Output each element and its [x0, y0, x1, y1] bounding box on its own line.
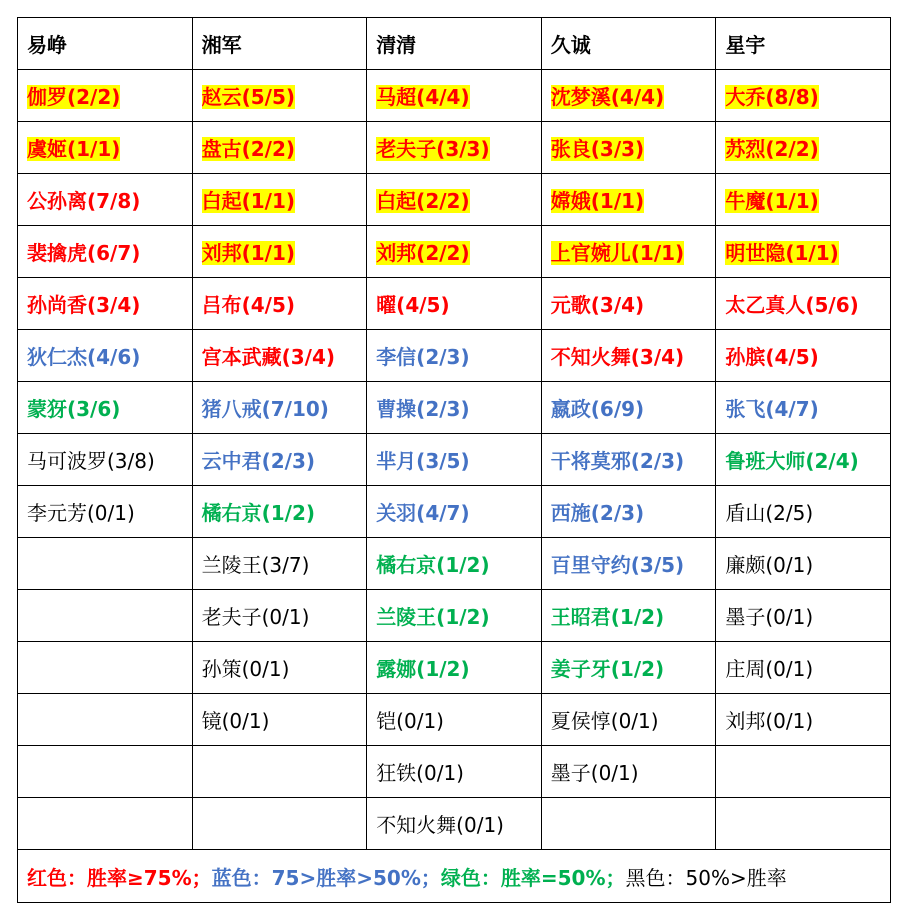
hero-record: 兰陵王(1/2)	[376, 605, 490, 629]
hero-record: 孙膑(4/5)	[725, 345, 819, 369]
hero-cell	[367, 486, 542, 538]
hero-cell	[192, 174, 367, 226]
table-row	[18, 174, 891, 226]
hero-cell	[18, 122, 193, 174]
table-row	[18, 746, 891, 798]
hero-cell	[367, 226, 542, 278]
table-row	[18, 694, 891, 746]
hero-cell	[541, 694, 716, 746]
hero-cell	[367, 538, 542, 590]
hero-record: 百里守约(3/5)	[550, 553, 685, 577]
hero-cell	[716, 330, 891, 382]
hero-cell	[192, 538, 367, 590]
legend-row	[18, 850, 891, 903]
hero-cell	[367, 642, 542, 694]
table-row	[18, 434, 891, 486]
hero-cell	[367, 70, 542, 122]
hero-record: 铠(0/1)	[376, 709, 444, 733]
hero-cell	[367, 798, 542, 850]
hero-record: 露娜(1/2)	[376, 657, 470, 681]
hero-record: 元歌(3/4)	[550, 293, 645, 317]
hero-record: 大乔(8/8)	[725, 85, 819, 109]
hero-cell	[541, 226, 716, 278]
hero-cell	[18, 746, 193, 798]
hero-cell	[192, 330, 367, 382]
hero-record: 李信(2/3)	[376, 345, 470, 369]
hero-cell	[18, 486, 193, 538]
hero-record: 孙策(0/1)	[201, 657, 290, 681]
hero-cell	[367, 434, 542, 486]
hero-record: 狄仁杰(4/6)	[27, 345, 141, 369]
hero-cell	[18, 434, 193, 486]
hero-cell	[716, 278, 891, 330]
hero-cell	[18, 330, 193, 382]
table-body	[18, 18, 891, 850]
table-row	[18, 642, 891, 694]
table-row	[18, 122, 891, 174]
hero-cell	[367, 746, 542, 798]
hero-cell	[367, 694, 542, 746]
header-cell-player-5: 星宇	[716, 18, 891, 70]
hero-cell	[192, 694, 367, 746]
hero-cell	[716, 486, 891, 538]
hero-record: 老夫子(3/3)	[376, 137, 490, 161]
hero-cell	[18, 694, 193, 746]
hero-record: 刘邦(1/1)	[201, 241, 296, 265]
hero-winrate-table	[17, 17, 891, 903]
hero-cell	[541, 382, 716, 434]
hero-record: 曹操(2/3)	[376, 397, 470, 421]
legend-green: 绿色：胜率=50%；	[440, 865, 626, 890]
table-row	[18, 590, 891, 642]
hero-cell	[367, 122, 542, 174]
hero-record: 老夫子(0/1)	[201, 605, 310, 629]
table-row	[18, 330, 891, 382]
hero-record: 不知火舞(0/1)	[376, 813, 504, 837]
table-row	[18, 278, 891, 330]
hero-cell	[192, 434, 367, 486]
hero-record: 关羽(4/7)	[376, 501, 470, 525]
hero-cell	[192, 486, 367, 538]
hero-record: 孙尚香(3/4)	[27, 293, 141, 317]
hero-cell	[192, 746, 367, 798]
hero-record: 苏烈(2/2)	[725, 137, 819, 161]
hero-cell	[541, 590, 716, 642]
hero-record: 兰陵王(3/7)	[201, 553, 310, 577]
hero-record: 嬴政(6/9)	[550, 397, 645, 421]
hero-cell	[367, 278, 542, 330]
hero-record: 墨子(0/1)	[725, 605, 814, 629]
hero-cell	[541, 434, 716, 486]
hero-record: 白起(1/1)	[201, 189, 296, 213]
hero-record: 不知火舞(3/4)	[550, 345, 685, 369]
hero-cell	[716, 122, 891, 174]
hero-cell	[541, 486, 716, 538]
hero-cell	[541, 174, 716, 226]
hero-record: 镜(0/1)	[201, 709, 270, 733]
hero-record: 赵云(5/5)	[201, 85, 296, 109]
header-row	[18, 18, 891, 70]
hero-record: 夏侯惇(0/1)	[550, 709, 659, 733]
hero-record: 芈月(3/5)	[376, 449, 470, 473]
legend-blue: 蓝色：75>胜率>50%；	[211, 865, 441, 890]
hero-record: 鲁班大师(2/4)	[725, 449, 859, 473]
hero-cell	[18, 174, 193, 226]
hero-cell	[192, 798, 367, 850]
hero-cell	[18, 70, 193, 122]
table-row	[18, 382, 891, 434]
hero-cell	[18, 278, 193, 330]
hero-record: 上官婉儿(1/1)	[550, 241, 685, 265]
hero-cell	[192, 226, 367, 278]
hero-cell	[541, 330, 716, 382]
legend-red: 红色：胜率≥75%；	[27, 865, 212, 890]
hero-cell	[716, 538, 891, 590]
hero-cell	[541, 746, 716, 798]
hero-cell	[541, 642, 716, 694]
hero-record: 墨子(0/1)	[550, 761, 639, 785]
hero-cell	[716, 174, 891, 226]
hero-cell	[541, 70, 716, 122]
hero-record: 橘右京(1/2)	[376, 553, 490, 577]
hero-cell	[716, 798, 891, 850]
hero-record: 马超(4/4)	[376, 85, 470, 109]
hero-cell	[367, 330, 542, 382]
table-row	[18, 798, 891, 850]
hero-record: 牛魔(1/1)	[725, 189, 819, 213]
hero-cell	[716, 70, 891, 122]
hero-cell	[18, 590, 193, 642]
hero-cell	[18, 538, 193, 590]
hero-record: 公孙离(7/8)	[27, 189, 141, 213]
hero-cell	[541, 538, 716, 590]
hero-record: 李元芳(0/1)	[27, 501, 135, 525]
header-cell-player-3: 清清	[367, 18, 542, 70]
hero-cell	[192, 382, 367, 434]
hero-cell	[18, 382, 193, 434]
hero-cell	[18, 798, 193, 850]
hero-record: 虞姬(1/1)	[27, 137, 121, 161]
hero-cell	[367, 174, 542, 226]
legend-black: 黑色：50%>胜率	[625, 865, 787, 890]
hero-cell	[716, 642, 891, 694]
hero-record: 伽罗(2/2)	[27, 85, 121, 109]
hero-cell	[192, 70, 367, 122]
hero-record: 王昭君(1/2)	[550, 605, 665, 629]
header-cell-player-4: 久诚	[541, 18, 716, 70]
hero-record: 姜子牙(1/2)	[550, 657, 665, 681]
hero-record: 狂铁(0/1)	[376, 761, 464, 785]
hero-cell	[716, 694, 891, 746]
hero-cell	[541, 798, 716, 850]
hero-cell	[18, 226, 193, 278]
hero-record: 猪八戒(7/10)	[201, 397, 329, 421]
hero-record: 张飞(4/7)	[725, 397, 819, 421]
hero-record: 庄周(0/1)	[725, 657, 814, 681]
table-row	[18, 70, 891, 122]
hero-record: 裴擒虎(6/7)	[27, 241, 141, 265]
hero-cell	[192, 590, 367, 642]
hero-record: 盾山(2/5)	[725, 501, 814, 525]
hero-record: 橘右京(1/2)	[201, 501, 316, 525]
hero-record: 廉颇(0/1)	[725, 553, 814, 577]
table-row	[18, 486, 891, 538]
hero-record: 蒙犽(3/6)	[27, 397, 121, 421]
hero-record: 白起(2/2)	[376, 189, 470, 213]
hero-cell	[541, 122, 716, 174]
hero-cell	[367, 590, 542, 642]
hero-cell	[716, 382, 891, 434]
hero-cell	[541, 278, 716, 330]
hero-record: 马可波罗(3/8)	[27, 449, 155, 473]
hero-cell	[716, 226, 891, 278]
hero-record: 明世隐(1/1)	[725, 241, 839, 265]
hero-record: 吕布(4/5)	[201, 293, 296, 317]
legend-cell	[18, 850, 891, 903]
hero-record: 曜(4/5)	[376, 293, 450, 317]
hero-record: 盘古(2/2)	[201, 137, 296, 161]
hero-cell	[716, 746, 891, 798]
hero-cell	[18, 642, 193, 694]
hero-record: 干将莫邪(2/3)	[550, 449, 685, 473]
hero-record: 沈梦溪(4/4)	[550, 85, 665, 109]
hero-record: 云中君(2/3)	[201, 449, 316, 473]
hero-record: 嫦娥(1/1)	[550, 189, 645, 213]
hero-record: 张良(3/3)	[550, 137, 645, 161]
hero-record: 宫本武藏(3/4)	[201, 345, 336, 369]
hero-record: 太乙真人(5/6)	[725, 293, 859, 317]
table-row	[18, 226, 891, 278]
hero-cell	[716, 434, 891, 486]
header-cell-player-1: 易峥	[18, 18, 193, 70]
hero-cell	[192, 122, 367, 174]
hero-cell	[716, 590, 891, 642]
table-row	[18, 538, 891, 590]
hero-record: 刘邦(0/1)	[725, 709, 814, 733]
hero-cell	[192, 642, 367, 694]
hero-record: 西施(2/3)	[550, 501, 645, 525]
header-cell-player-2: 湘军	[192, 18, 367, 70]
hero-cell	[367, 382, 542, 434]
hero-cell	[192, 278, 367, 330]
hero-record: 刘邦(2/2)	[376, 241, 470, 265]
